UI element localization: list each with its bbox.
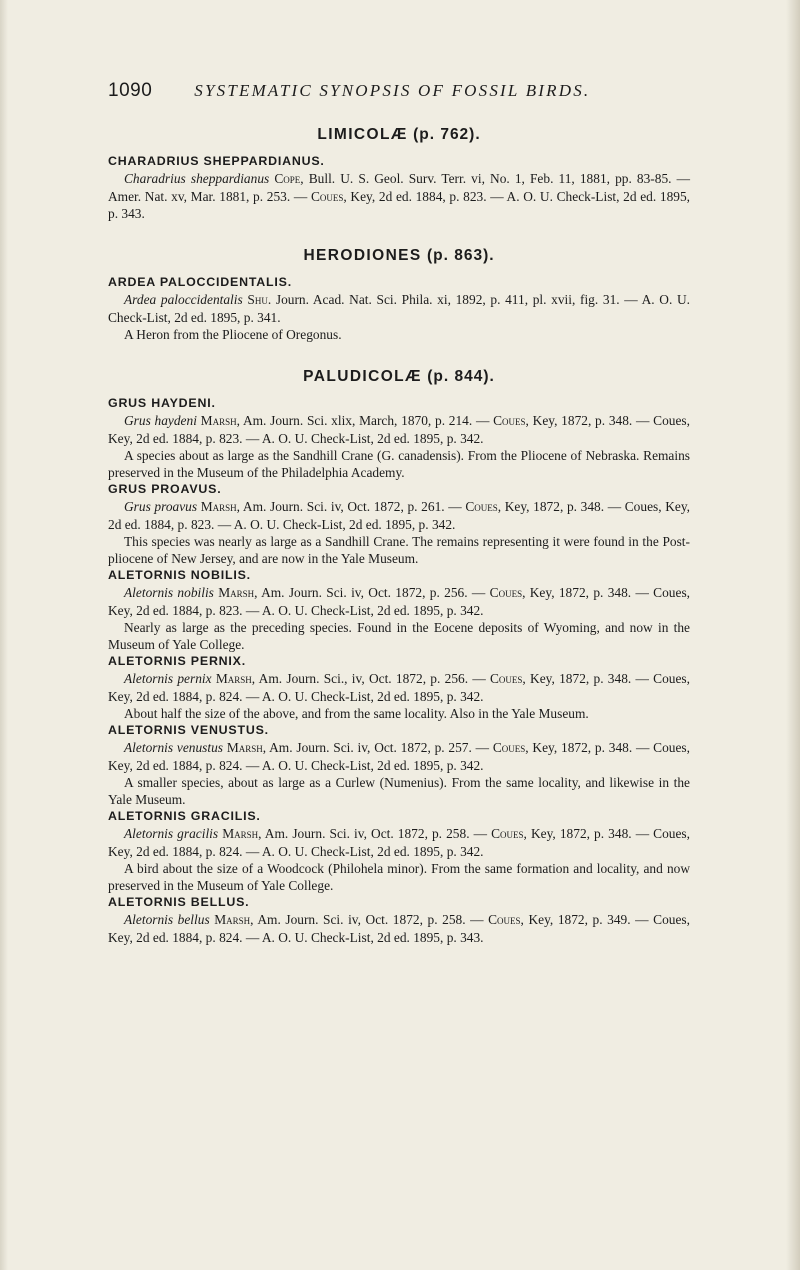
citation-text: Am. Journ. Sci., iv, Oct. 1872, p. 256. — xyxy=(255,671,486,687)
citation-author: Coues, xyxy=(465,499,502,515)
species-note: A smaller species, about as large as a Curlew (Numenius). From the same locality, and likewise in the Yale Museum. xyxy=(108,774,690,807)
citation-text: Bull. U. S. Geol. Surv. Terr. vi, No. 1, Feb. 11, 1881, pp. 83-85. — Amer. Nat. xv, Mar. 1881, p. 253. — xyxy=(108,171,690,204)
citation-text: Am. Journ. Sci. iv, Oct. 1872, p. 258. — xyxy=(261,826,488,842)
species-heading: GRUS PROAVUS. xyxy=(108,482,222,497)
citation-author: Marsh, xyxy=(226,740,267,756)
citation-author: Marsh, xyxy=(200,499,241,515)
species-note: Nearly as large as the preceding species. Found in the Eocene deposits of Wyoming, and now in the Museum of Yale College. xyxy=(108,619,690,653)
citation-text: Am. Journ. Sci. iv, Oct. 1872, p. 257. — xyxy=(266,740,490,756)
species-citation xyxy=(108,670,690,704)
section-name: LIMICOLÆ xyxy=(317,126,408,143)
citation-text: Key, 2d ed. 1884, p. 823. — A. O. U. Check-List, 2d ed. 1895, p. 343. xyxy=(108,188,690,221)
citation-text: Key, 1872, p. 348. — Coues, Key, 2d ed. 1884, p. 824. — A. O. U. Check-List, 2d ed. 1895, p. 342. xyxy=(108,740,690,773)
section-page-ref: (p. 844). xyxy=(427,368,495,386)
citation-text: Key, 1872, p. 348. — Coues, Key, 2d ed. 1884, p. 823. — A. O. U. Check-List, 2d ed. 1895, p. 342. xyxy=(108,413,690,446)
page-edge-shadow xyxy=(786,0,800,1270)
species-citation xyxy=(108,584,690,618)
running-head xyxy=(108,80,698,102)
citation-text: Key, 1872, p. 348. — Coues, Key, 2d ed. 1884, p. 824. — A. O. U. Check-List, 2d ed. 1895, p. 342. xyxy=(108,671,690,704)
section-name: PALUDICOLÆ xyxy=(303,368,422,386)
section-title xyxy=(108,126,690,143)
citation-text: Key, 1872, p. 348. — Coues, Key, 2d ed. 1884, p. 824. — A. O. U. Check-List, 2d ed. 1895, p. 342. xyxy=(108,826,690,859)
citation-text: Am. Journ. Sci. iv, Oct. 1872, p. 261. — xyxy=(240,499,462,515)
section-page-ref: (p. 863). xyxy=(426,247,495,265)
species-note: About half the size of the above, and from the same locality. Also in the Yale Museum. xyxy=(124,705,589,721)
citation-author: Coues, xyxy=(310,188,347,204)
species-heading: ALETORNIS PERNIX. xyxy=(108,654,246,669)
citation-text: Key, 1872, p. 348. — Coues, Key, 2d ed. 1884, p. 823. — A. O. U. Check-List, 2d ed. 1895, p. 342. xyxy=(108,499,690,532)
citation-author: Coues, xyxy=(489,585,526,601)
scientific-name: Aletornis pernix xyxy=(124,671,212,687)
scientific-name: Aletornis nobilis xyxy=(124,585,214,601)
citation-author: Coues, xyxy=(491,826,527,842)
scientific-name: Grus haydeni xyxy=(124,413,197,429)
species-heading: CHARADRIUS SHEPPARDIANUS. xyxy=(108,154,325,169)
scientific-name: Charadrius sheppardianus xyxy=(124,171,270,187)
citation-author: Marsh, xyxy=(200,413,240,429)
scientific-name: Ardea paloccidentalis xyxy=(124,292,243,308)
species-citation xyxy=(108,291,690,325)
section-title xyxy=(108,247,690,264)
citation-author: Marsh, xyxy=(222,826,262,842)
page-number: 1090 xyxy=(108,80,153,101)
species-heading: GRUS HAYDENI. xyxy=(108,396,216,411)
citation-author: Coues, xyxy=(488,912,524,928)
citation-author: Coues, xyxy=(492,740,529,756)
citation-text: Am. Journ. Sci. xlix, March, 1870, p. 214. — xyxy=(239,413,490,429)
species-citation xyxy=(108,412,690,446)
citation-text: Am. Journ. Sci. iv, Oct. 1872, p. 258. — xyxy=(253,912,484,928)
species-note: This species was nearly as large as a Sandhill Crane. The remains representing it were found in the Post-pliocene of New Jersey, and are now in the Yale Museum. xyxy=(108,533,690,567)
citation-text: Journ. Acad. Nat. Sci. Phila. xi, 1892, p. 411, pl. xvii, fig. 31. — A. O. U. Check-List, 2d ed. 1895, p. 341. xyxy=(108,292,690,325)
scientific-name: Aletornis venustus xyxy=(124,740,224,756)
species-citation xyxy=(108,911,690,945)
species-citation xyxy=(108,498,690,532)
citation-author: Coues, xyxy=(493,413,529,429)
species-note: A species about as large as the Sandhill Crane (G. canadensis). From the Pliocene of Nebraska. Remains preserved in the Museum of the Philadelphia Academy. xyxy=(108,447,690,481)
citation-author: Coues, xyxy=(490,671,526,687)
citation-author: Marsh, xyxy=(218,585,258,601)
scientific-name: Grus proavus xyxy=(124,499,198,515)
page-binding-shadow xyxy=(0,0,8,1270)
section-title xyxy=(108,368,690,385)
species-heading: ALETORNIS VENUSTUS. xyxy=(108,723,269,738)
species-heading: ALETORNIS GRACILIS. xyxy=(108,809,261,824)
citation-text: Am. Journ. Sci. iv, Oct. 1872, p. 256. — xyxy=(257,585,486,601)
citation-author: Cope, xyxy=(274,171,304,187)
species-note: A Heron from the Pliocene of Oregonus. xyxy=(124,326,342,342)
species-citation xyxy=(108,825,690,859)
species-citation xyxy=(108,170,690,222)
citation-author: Marsh, xyxy=(214,912,254,928)
citation-author: Shu. xyxy=(247,292,272,308)
species-heading: ARDEA PALOCCIDENTALIS. xyxy=(108,275,292,290)
species-citation xyxy=(108,739,690,773)
section-name: HERODIONES xyxy=(303,247,422,265)
species-note: A bird about the size of a Woodcock (Philohela minor). From the same formation and locality, and now preserved in the Museum of Yale College. xyxy=(108,860,690,893)
page-content xyxy=(108,126,690,946)
citation-author: Marsh, xyxy=(215,671,256,687)
scientific-name: Aletornis bellus xyxy=(124,912,210,928)
citation-text: Key, 1872, p. 349. — Coues, Key, 2d ed. 1884, p. 824. — A. O. U. Check-List, 2d ed. 1895, p. 343. xyxy=(108,912,690,945)
citation-text: Key, 1872, p. 348. — Coues, Key, 2d ed. 1884, p. 823. — A. O. U. Check-List, 2d ed. 1895, p. 342. xyxy=(108,585,691,618)
scientific-name: Aletornis gracilis xyxy=(124,826,219,842)
running-title: SYSTEMATIC SYNOPSIS OF FOSSIL BIRDS. xyxy=(194,81,591,100)
species-heading: ALETORNIS NOBILIS. xyxy=(108,568,251,583)
section-page-ref: (p. 762). xyxy=(413,126,481,143)
species-heading: ALETORNIS BELLUS. xyxy=(108,895,250,910)
